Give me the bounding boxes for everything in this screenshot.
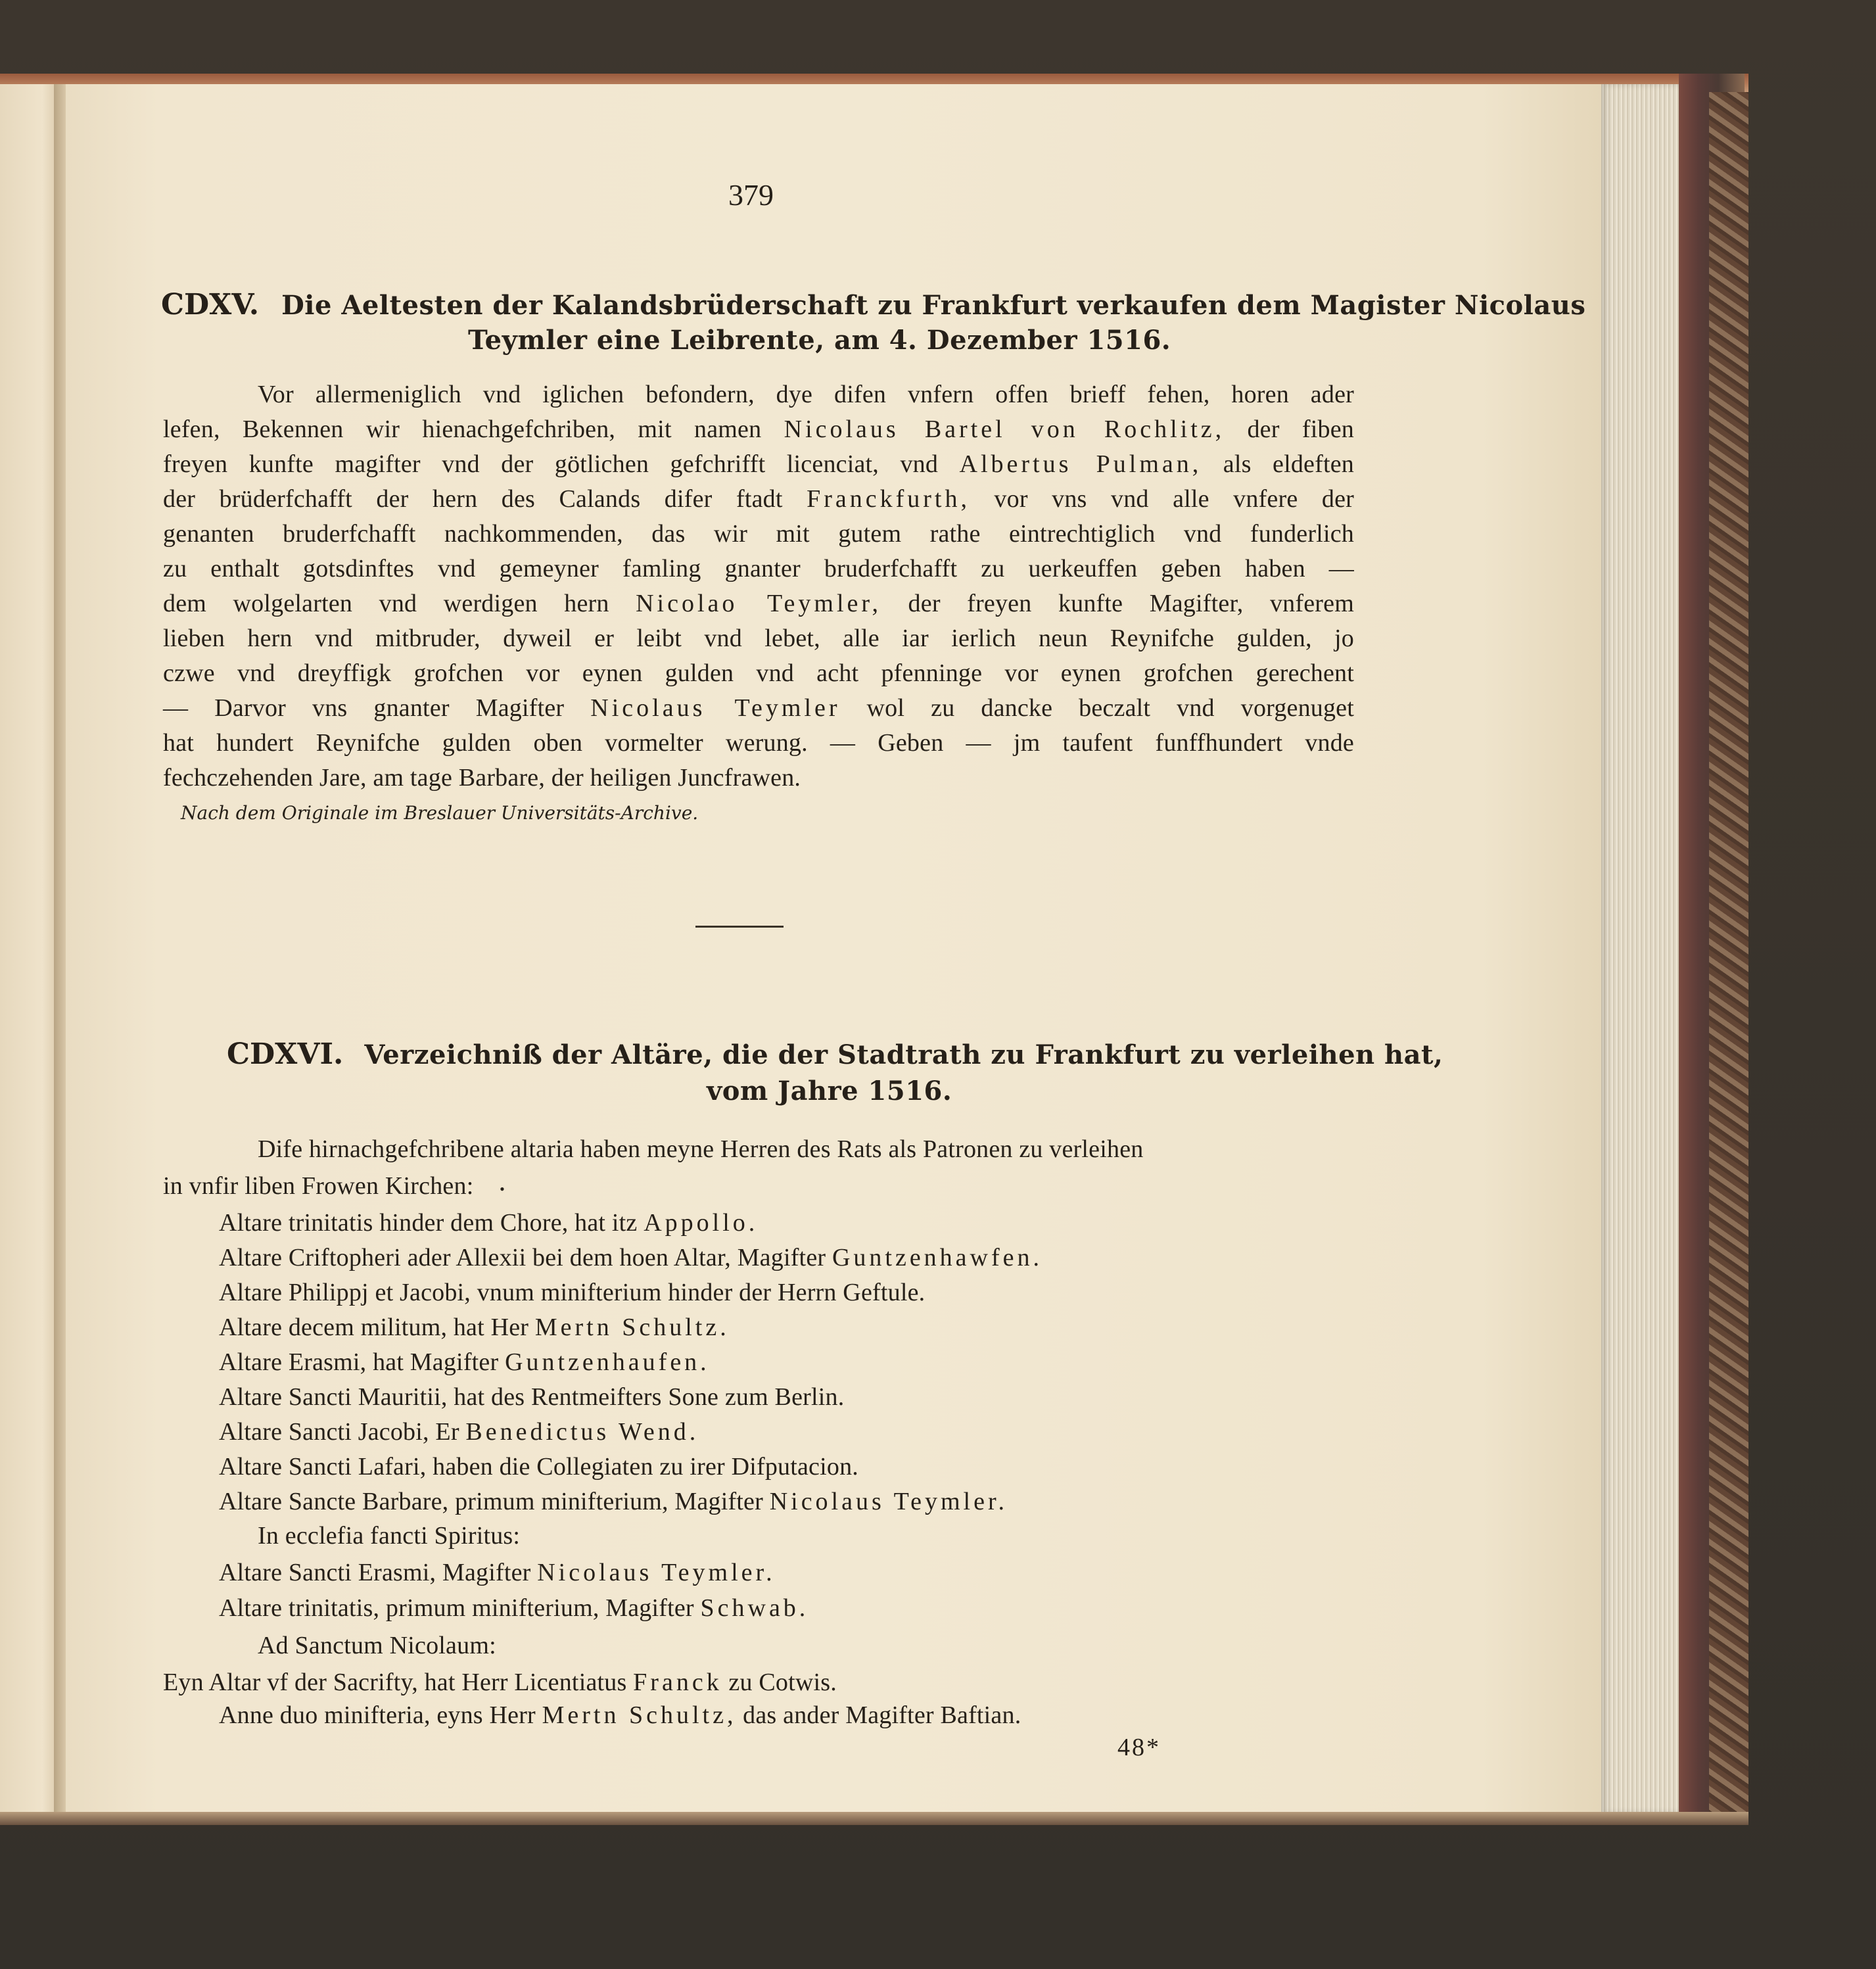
- text-run: zu enthalt gotsdinftes vnd gemeyner famling gnanter bruderfchafft zu uerkeuffen geben haben —: [163, 555, 1354, 582]
- doc-415-line: [258, 380, 1354, 409]
- doc-415-line: [163, 694, 1354, 723]
- doc-415-title-line1: Die Aeltesten der Kalandsbrüderschaft zu Frankfurt verkaufen dem Magister Nicolaus: [281, 290, 1586, 321]
- altar-item: [219, 1487, 1008, 1516]
- doc-415-line: [163, 450, 1354, 479]
- altar-item: [219, 1278, 925, 1307]
- text-run: Altare Sancte Barbare, primum minifterium, Magifter: [219, 1488, 770, 1515]
- doc-415-line: [163, 728, 1354, 757]
- page-number: 379: [728, 178, 774, 212]
- intro-text: in vnfir liben Frowen Kirchen:: [163, 1172, 474, 1200]
- altar-item: [219, 1208, 758, 1237]
- text-run: genanten bruderfchafft nachkommenden, das wir mit gutem rathe eintrechtiglich vnd funderlich: [163, 520, 1354, 548]
- facing-page: [0, 84, 60, 1812]
- spaced-name: Nicolaus Teymler.: [537, 1559, 776, 1586]
- intro-mark: •: [500, 1181, 505, 1197]
- spaced-name: Franck: [633, 1669, 722, 1696]
- text-run: freyen kunfte magifter vnd der götlichen gefchrifft licenciat, vnd: [163, 450, 960, 478]
- doc-415-line: [163, 659, 1354, 688]
- doc-415-line: [163, 485, 1354, 513]
- text-run: zu Cotwis.: [722, 1669, 837, 1696]
- doc-415-number: CDXV.: [161, 288, 260, 321]
- doc-416-title-line2: vom Jahre 1516.: [707, 1076, 952, 1106]
- doc-415-line: [163, 415, 1354, 444]
- text-run: Vor allermeniglich vnd iglichen befondern, dye difen vnfern offen brieff fehen, horen ader: [258, 381, 1354, 408]
- text-run: Altare Sancti Erasmi, Magifter: [219, 1559, 538, 1586]
- text-run: Altare Erasmi, hat Magifter: [219, 1348, 505, 1376]
- text-run: Altare decem militum, hat Her: [219, 1314, 535, 1341]
- text-run: das ander Magifter Baftian.: [736, 1701, 1021, 1729]
- spaced-name: Albertus Pulman,: [959, 450, 1202, 478]
- altar-item: [219, 1348, 710, 1377]
- altar-item: [219, 1383, 844, 1412]
- spaced-name: Mertn Schultz,: [542, 1701, 737, 1729]
- text-run: dem wolgelarten vnd werdigen hern: [163, 590, 636, 617]
- text-run: wol zu dancke beczalt vnd vorgenuget: [840, 694, 1355, 722]
- text-run: der fiben: [1225, 415, 1354, 443]
- text-run: vor vns vnd alle vnfere der: [970, 485, 1355, 513]
- text-run: Altare Sancti Lafari, haben die Collegiaten zu irer Difputacion.: [219, 1453, 858, 1481]
- text-run: als eldeften: [1202, 450, 1354, 478]
- doc-416-heading: [227, 1037, 1443, 1071]
- doc-415-line: [163, 519, 1354, 548]
- spaced-name: Nicolao Teymler,: [636, 590, 882, 617]
- marbled-endpaper: [1709, 92, 1748, 1815]
- text-run: Eyn Altar vf der Sacrifty, hat Herr Licentiatus: [163, 1669, 634, 1696]
- spaced-name: Nicolaus Teymler: [590, 694, 841, 722]
- altar-item: [219, 1313, 730, 1342]
- altar-item: [163, 1668, 837, 1697]
- heading-spiritus: In ecclefia fancti Spiritus:: [258, 1522, 521, 1550]
- text-run: Altare Sancti Jacobi, Er: [219, 1418, 466, 1446]
- page-stack-edge: [1601, 84, 1679, 1813]
- altar-item: [219, 1701, 1021, 1730]
- doc-415-title-line2: Teymler eine Leibrente, am 4. Dezember 1516.: [468, 325, 1171, 356]
- text-run: czwe vnd dreyffigk grofchen vor eynen gulden vnd acht pfenninge vor eynen grofchen gerechent: [163, 659, 1354, 687]
- doc-416-intro-line2: [163, 1172, 505, 1200]
- doc-415-line: [163, 554, 1354, 583]
- doc-415-source-note: Nach dem Originale im Breslauer Universitäts-Archive.: [181, 802, 699, 824]
- text-run: lefen, Bekennen wir hienachgefchriben, mit namen: [163, 415, 784, 443]
- text-run: fechczehenden Jare, am tage Barbare, der heiligen Juncfrawen.: [163, 764, 801, 792]
- spaced-name: Nicolaus Teymler.: [769, 1488, 1008, 1515]
- spaced-name: Appollo.: [644, 1209, 759, 1237]
- altar-item: [219, 1594, 809, 1623]
- text-run: Altare Criftopheri ader Allexii bei dem hoen Altar, Magifter: [219, 1244, 832, 1271]
- book-board-bottom: [0, 1812, 1748, 1825]
- text-run: Anne duo minifteria, eyns Herr: [219, 1701, 542, 1729]
- doc-415-line: [163, 763, 801, 792]
- spaced-name: Schwab.: [700, 1594, 809, 1622]
- spaced-name: Guntzenhawfen.: [832, 1244, 1043, 1271]
- altar-item: [219, 1558, 776, 1587]
- doc-415-line: [163, 624, 1354, 653]
- text-run: der freyen kunfte Magifter, vnferem: [881, 590, 1354, 617]
- altar-item: [219, 1452, 858, 1481]
- text-run: Altare trinitatis hinder dem Chore, hat itz: [219, 1209, 644, 1237]
- doc-416-number: CDXVI.: [227, 1037, 344, 1071]
- spaced-name: Guntzenhaufen.: [505, 1348, 710, 1376]
- spaced-name: Benedictus Wend.: [465, 1418, 699, 1446]
- spaced-name: Franckfurth,: [807, 485, 970, 513]
- text-run: Altare trinitatis, primum minifterium, Magifter: [219, 1594, 701, 1622]
- text-run: Altare Sancti Mauritii, hat des Rentmeifters Sone zum Berlin.: [219, 1383, 845, 1411]
- altar-item: [219, 1243, 1043, 1272]
- text-run: der brüderfchafft der hern des Calands difer ftadt: [163, 485, 807, 513]
- text-run: hat hundert Reynifche gulden oben vormelter werung. — Geben — jm taufent funffhundert vnde: [163, 729, 1354, 757]
- text-run: — Darvor vns gnanter Magifter: [163, 694, 591, 722]
- spaced-name: Mertn Schultz.: [534, 1314, 730, 1341]
- doc-415-line: [163, 589, 1354, 618]
- altar-item: [219, 1417, 699, 1446]
- signature-mark: 48*: [1117, 1734, 1161, 1761]
- text-run: Altare Philippj et Jacobi, vnum minifterium hinder der Herrn Geftule.: [219, 1279, 926, 1306]
- doc-415-heading: [161, 288, 1585, 321]
- section-divider: [695, 926, 784, 928]
- text-run: lieben hern vnd mitbruder, dyweil er leibt vnd lebet, alle iar ierlich neun Reynifche gulden, jo: [163, 625, 1354, 652]
- doc-416-title-line1: Verzeichniß der Altäre, die der Stadtrath zu Frankfurt zu verleihen hat,: [364, 1039, 1443, 1070]
- spaced-name: Nicolaus Bartel von Rochlitz,: [784, 415, 1225, 443]
- heading-nicolaum: Ad Sanctum Nicolaum:: [258, 1632, 496, 1659]
- doc-416-intro-line1: Dife hirnachgefchribene altaria haben meyne Herren des Rats als Patronen zu verleihen: [258, 1135, 1144, 1163]
